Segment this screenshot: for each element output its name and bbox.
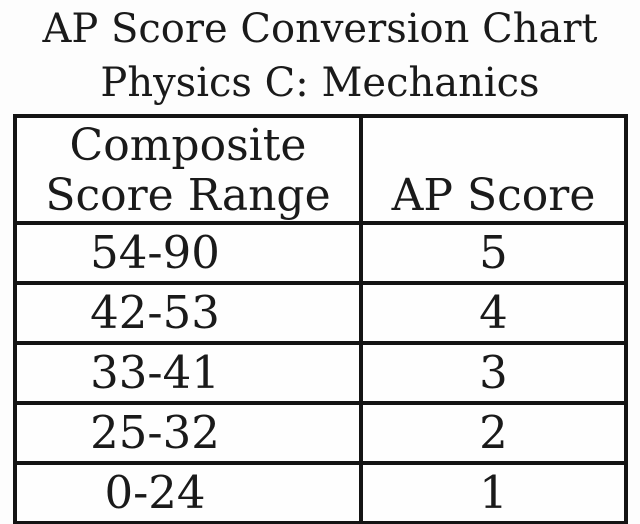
ap-score-cell: 3 xyxy=(361,343,626,403)
ap-score-cell: 1 xyxy=(361,463,626,523)
table-row xyxy=(15,223,626,283)
composite-range-cell: 42-53 xyxy=(15,283,361,343)
score-conversion-table xyxy=(13,114,628,524)
page-title: AP Score Conversion Chart xyxy=(42,6,598,52)
composite-range-cell: 25-32 xyxy=(15,403,361,463)
column-header-ap-score xyxy=(361,116,626,223)
composite-range-cell: 33-41 xyxy=(15,343,361,403)
composite-range-cell: 54-90 xyxy=(15,223,361,283)
table-header xyxy=(15,116,626,223)
header-row xyxy=(15,116,626,223)
table-row xyxy=(15,403,626,463)
column-header-line: AP Score xyxy=(391,170,596,221)
table-row xyxy=(15,283,626,343)
title-block xyxy=(0,2,640,110)
ap-score-cell: 2 xyxy=(361,403,626,463)
ap-score-cell: 5 xyxy=(361,223,626,283)
table-row xyxy=(15,463,626,523)
column-header-composite-score-range xyxy=(15,116,361,223)
column-header-line: Composite xyxy=(69,120,307,171)
page-subtitle: Physics C: Mechanics xyxy=(100,60,540,106)
composite-range-cell: 0-24 xyxy=(15,463,361,523)
ap-score-cell: 4 xyxy=(361,283,626,343)
table-row xyxy=(15,343,626,403)
table-body xyxy=(15,223,626,523)
column-header-line: Score Range xyxy=(45,170,331,221)
